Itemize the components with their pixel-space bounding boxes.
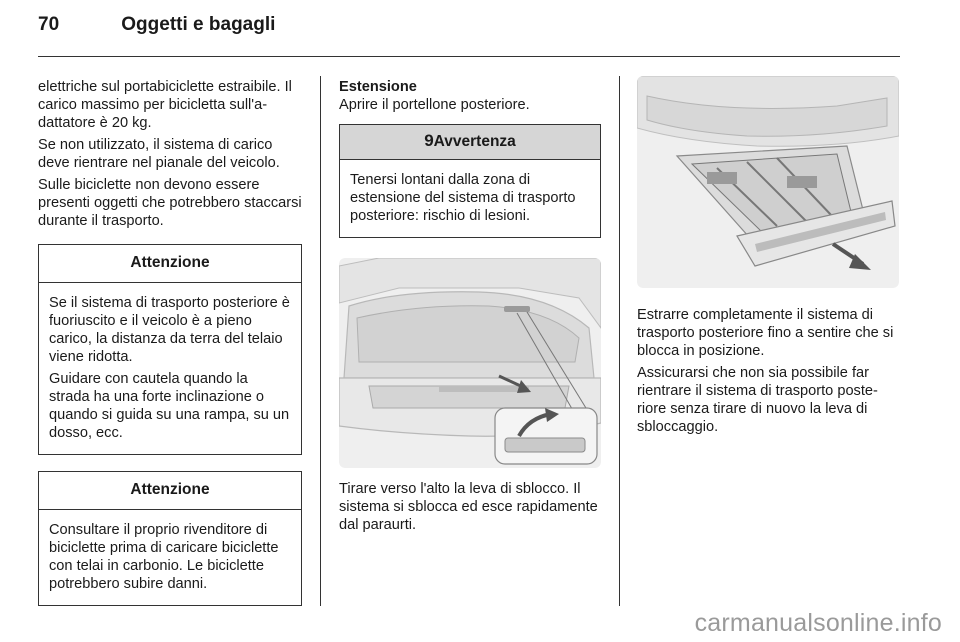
column-3 xyxy=(637,76,902,440)
paragraph: Se non utilizzato, il sistema di carico deve rientrare nel pianale del veicolo. xyxy=(38,137,280,171)
column-1 xyxy=(38,78,302,606)
paragraph: Assicurarsi che non sia possibile far rientrare il sistema di trasporto posteriore senza tirare di nuovo la leva di sbloccaggio. xyxy=(637,365,878,435)
page-title: Oggetti e bagagli xyxy=(121,14,276,35)
paragraph: Estrarre completamente il sistema di trasporto posteriore fino a sentire che si blocca in posizione. xyxy=(637,307,894,359)
section-heading: Estensione xyxy=(339,79,417,95)
page-number: 70 xyxy=(38,14,60,35)
rear-carrier-illustration xyxy=(637,76,899,288)
warning-icon: 9 xyxy=(424,131,434,150)
release-lever-illustration xyxy=(339,258,601,468)
page-header xyxy=(38,14,275,36)
caution-box-2 xyxy=(38,471,302,606)
warning-box xyxy=(339,124,601,238)
caution-text: Se il sistema di trasporto posteriore è fuoriuscito e il veicolo è a pieno carico, la distanza da terra del telaio viene ridotta. xyxy=(49,295,290,365)
caution-title: Attenzione xyxy=(39,472,301,510)
figure-caption: Tirare verso l'alto la leva di sblocco. Il sistema si sblocca ed esce rapidamente dal paraurti. xyxy=(339,481,598,533)
warning-title: 9Avvertenza xyxy=(340,125,600,160)
paragraph: Aprire il portellone posteriore. xyxy=(339,97,530,113)
warning-text: Tenersi lontani dalla zona di estensione del sistema di trasporto posteriore: rischio di lesioni. xyxy=(350,172,576,224)
paragraph: elettriche sul portabiciclette estraibile. Il carico massimo per bicicletta sull'adattatore è 20 kg. xyxy=(38,79,292,131)
paragraph: Sulle biciclette non devono essere presenti oggetti che potrebbero staccarsi durante il trasporto. xyxy=(38,177,302,229)
caution-text: Consultare il proprio rivenditore di biciclette prima di caricare biciclette con telai in carbonio. Le biciclette potrebbero subire danni. xyxy=(49,522,279,592)
caution-box-1 xyxy=(38,244,302,455)
header-rule xyxy=(38,56,900,57)
caution-text: Guidare con cautela quando la strada ha una forte inclinazione o quando si guida su una rampa, su un dosso, ecc. xyxy=(49,371,290,441)
column-divider xyxy=(619,76,620,606)
caution-title: Attenzione xyxy=(39,245,301,283)
column-2 xyxy=(339,78,601,538)
watermark: carmanualsonline.info xyxy=(694,609,942,637)
column-divider xyxy=(320,76,321,606)
